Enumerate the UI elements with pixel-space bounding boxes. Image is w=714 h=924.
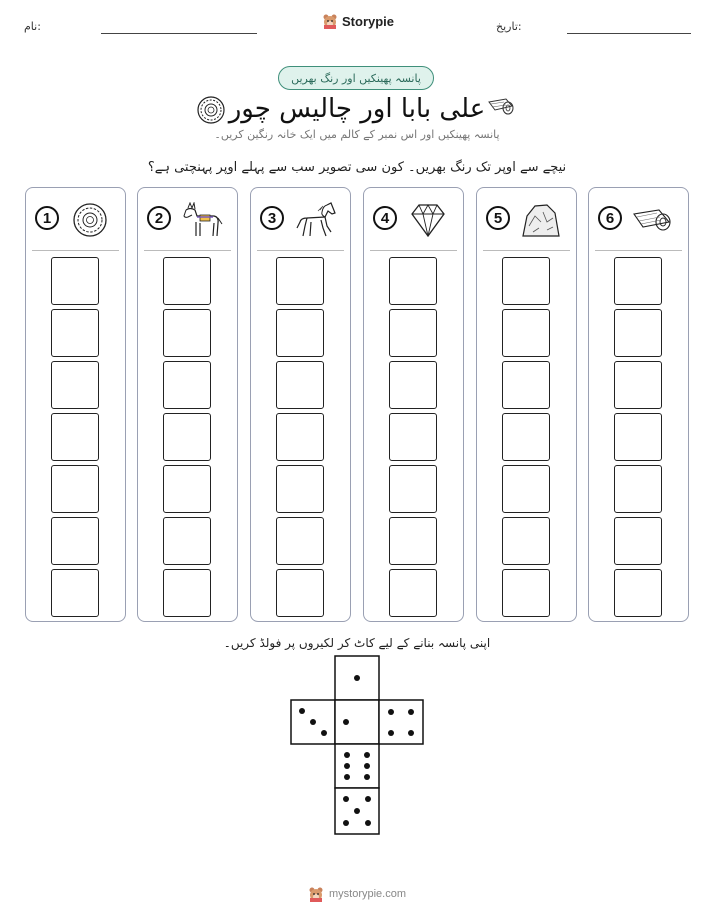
dice-pip xyxy=(408,730,414,736)
dice-pip xyxy=(354,808,360,814)
color-cell[interactable] xyxy=(163,361,211,409)
color-cell[interactable] xyxy=(276,517,324,565)
color-cell[interactable] xyxy=(51,413,99,461)
carpet-icon xyxy=(631,202,675,238)
dice-face-right xyxy=(379,700,423,744)
page-title: علی بابا اور چالیس چور xyxy=(228,94,486,124)
color-cell[interactable] xyxy=(51,361,99,409)
column-number: 2 xyxy=(147,206,171,230)
dice-pip xyxy=(388,730,394,736)
color-cell[interactable] xyxy=(163,569,211,617)
color-cell[interactable] xyxy=(51,569,99,617)
color-cell[interactable] xyxy=(276,569,324,617)
date-line[interactable] xyxy=(567,33,691,34)
donkey-icon xyxy=(180,202,224,238)
dice-face-center xyxy=(335,700,379,744)
color-cell[interactable] xyxy=(51,309,99,357)
column-divider xyxy=(595,250,682,251)
color-cell[interactable] xyxy=(163,413,211,461)
color-cell[interactable] xyxy=(389,465,437,513)
cell-stack xyxy=(51,257,99,621)
color-cell[interactable] xyxy=(276,361,324,409)
dice-pip xyxy=(344,763,350,769)
color-cell[interactable] xyxy=(502,465,550,513)
color-cell[interactable] xyxy=(163,309,211,357)
color-cell[interactable] xyxy=(614,257,662,305)
color-cell[interactable] xyxy=(163,517,211,565)
dice-pip xyxy=(388,709,394,715)
dice-pip xyxy=(343,719,349,725)
cell-stack xyxy=(389,257,437,621)
carpet-icon xyxy=(486,96,516,118)
column-number: 3 xyxy=(260,206,284,230)
color-cell[interactable] xyxy=(502,569,550,617)
coin-icon xyxy=(68,202,112,238)
dice-pip xyxy=(364,774,370,780)
page-subtitle: پانسہ پھینکیں اور اس نمبر کے کالم میں ایک خانہ رنگین کریں۔ xyxy=(214,128,500,141)
dice-pip xyxy=(354,675,360,681)
color-cell[interactable] xyxy=(502,361,550,409)
color-cell[interactable] xyxy=(614,361,662,409)
dice-pip xyxy=(299,708,305,714)
column-divider xyxy=(370,250,457,251)
color-cell[interactable] xyxy=(51,257,99,305)
column-number: 5 xyxy=(486,206,510,230)
dice-pip xyxy=(365,820,371,826)
dice-pip xyxy=(343,796,349,802)
color-cell[interactable] xyxy=(276,257,324,305)
color-cell[interactable] xyxy=(276,465,324,513)
column-number: 1 xyxy=(35,206,59,230)
column-6 xyxy=(588,187,689,622)
color-cell[interactable] xyxy=(389,569,437,617)
column-5 xyxy=(476,187,577,622)
dice-instruction: اپنی پانسہ بنانے کے لیے کاٹ کر لکیروں پر فولڈ کریں۔ xyxy=(223,636,491,650)
column-2 xyxy=(137,187,238,622)
color-cell[interactable] xyxy=(51,517,99,565)
color-cell[interactable] xyxy=(51,465,99,513)
color-cell[interactable] xyxy=(502,413,550,461)
column-divider xyxy=(144,250,231,251)
rock-icon xyxy=(519,202,563,238)
column-number: 6 xyxy=(598,206,622,230)
date-label: تاریخ: xyxy=(496,20,522,33)
dice-pip xyxy=(365,796,371,802)
column-3 xyxy=(250,187,351,622)
color-cell[interactable] xyxy=(389,309,437,357)
dice-pip xyxy=(343,820,349,826)
activity-pill xyxy=(278,66,434,90)
column-1 xyxy=(25,187,126,622)
dice-pip xyxy=(344,752,350,758)
color-cell[interactable] xyxy=(389,517,437,565)
color-cell[interactable] xyxy=(614,465,662,513)
color-cell[interactable] xyxy=(502,257,550,305)
color-cell[interactable] xyxy=(163,257,211,305)
color-cell[interactable] xyxy=(502,309,550,357)
horse-icon xyxy=(293,202,337,238)
question-text: نیچے سے اوپر تک رنگ بھریں۔ کون سی تصویر سب سے پہلے اوپر پہنچتی ہے؟ xyxy=(147,160,567,175)
color-cell[interactable] xyxy=(276,413,324,461)
color-cell[interactable] xyxy=(614,569,662,617)
cell-stack xyxy=(276,257,324,621)
activity-pill-label: پانسہ پھینکیں اور رنگ بھریں xyxy=(291,71,421,85)
column-4 xyxy=(363,187,464,622)
bear-logo-icon xyxy=(322,13,338,29)
dice-net xyxy=(290,655,426,836)
dice-pip xyxy=(344,774,350,780)
dice-pip xyxy=(364,752,370,758)
color-cell[interactable] xyxy=(276,309,324,357)
color-cell[interactable] xyxy=(614,517,662,565)
dice-pip xyxy=(364,763,370,769)
name-label: نام: xyxy=(24,20,41,33)
column-divider xyxy=(257,250,344,251)
color-cell[interactable] xyxy=(389,361,437,409)
dice-face-middle xyxy=(335,744,379,788)
name-line[interactable] xyxy=(101,33,257,34)
dice-pip xyxy=(321,730,327,736)
brand-logo xyxy=(322,13,394,29)
color-cell[interactable] xyxy=(389,413,437,461)
color-cell[interactable] xyxy=(389,257,437,305)
color-cell[interactable] xyxy=(163,465,211,513)
cell-stack xyxy=(614,257,662,621)
column-divider xyxy=(483,250,570,251)
bear-logo-icon xyxy=(308,886,324,902)
column-divider xyxy=(32,250,119,251)
dice-pip xyxy=(310,719,316,725)
color-cell[interactable] xyxy=(614,413,662,461)
diamond-icon xyxy=(406,202,450,238)
cell-stack xyxy=(163,257,211,621)
color-cell[interactable] xyxy=(614,309,662,357)
footer xyxy=(0,886,714,902)
brand-name: Storypie xyxy=(342,13,395,29)
cell-stack xyxy=(502,257,550,621)
footer-url[interactable]: mystorypie.com xyxy=(328,888,407,900)
color-cell[interactable] xyxy=(502,517,550,565)
dice-pip xyxy=(408,709,414,715)
column-number: 4 xyxy=(373,206,397,230)
